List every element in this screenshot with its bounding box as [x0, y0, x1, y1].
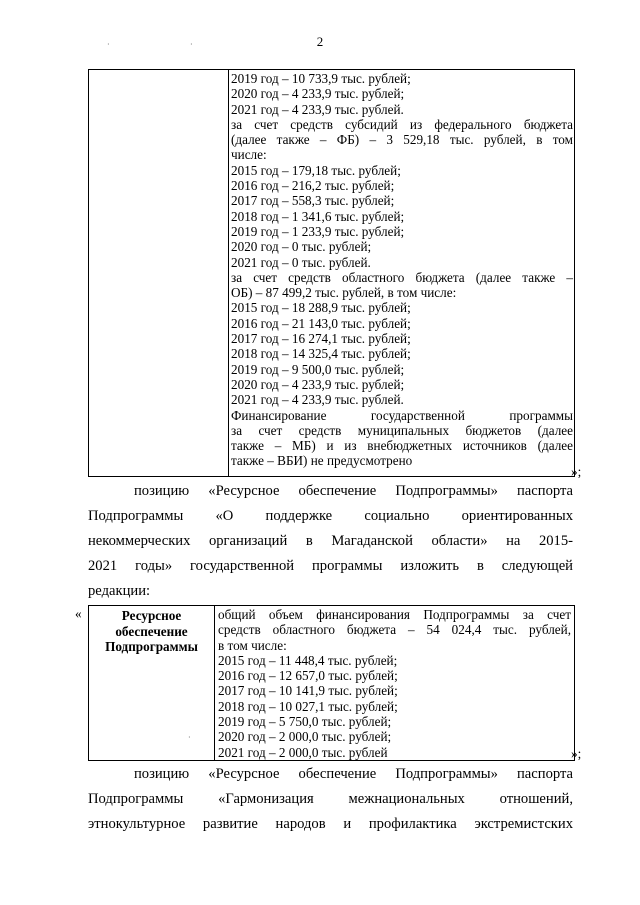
table-text-line: числе: — [231, 147, 267, 163]
table-text-line: 2021 год – 0 тыс. рублей. — [231, 254, 371, 270]
table-text-line: 2019 год – 1 233,9 тыс. рублей; — [231, 223, 405, 239]
table-text-line: Финансирование государственной программы — [231, 407, 573, 423]
table-text-line: 2018 год – 1 341,6 тыс. рублей; — [231, 208, 405, 224]
table-text-line: 2015 год – 18 288,9 тыс. рублей; — [231, 300, 411, 316]
paragraph-line: позицию «Ресурсное обеспечение Подпрограммы» паспорта — [134, 766, 573, 782]
opening-quote: « — [75, 606, 82, 621]
table-column-divider — [214, 606, 215, 760]
paragraph-line: Подпрограммы «Гармонизация межнациональных отношений, — [88, 791, 573, 807]
table-text-line: 2018 год – 10 027,1 тыс. рублей; — [218, 698, 398, 714]
table-text-line: также – ВБИ) не предусмотрено — [231, 453, 413, 469]
resource-provision-table — [88, 605, 575, 761]
label-line: Подпрограммы — [105, 639, 198, 654]
table-text-line: 2017 год – 558,3 тыс. рублей; — [231, 193, 395, 209]
table-text-line: 2021 год – 2 000,0 тыс. рублей — [218, 744, 388, 760]
table-text-line: 2021 год – 4 233,9 тыс. рублей. — [231, 101, 404, 117]
paragraph-line: позицию «Ресурсное обеспечение Подпрограммы» паспорта — [134, 483, 573, 499]
table-text-line: 2018 год – 14 325,4 тыс. рублей; — [231, 346, 411, 362]
table-text-line: 2020 год – 4 233,9 тыс. рублей; — [231, 86, 405, 102]
closing-quote: »; — [571, 464, 582, 479]
table-text-line: 2019 год – 9 500,0 тыс. рублей; — [231, 361, 405, 377]
table-text-line: 2019 год – 10 733,9 тыс. рублей; — [231, 71, 411, 86]
table-text-line: 2021 год – 4 233,9 тыс. рублей. — [231, 392, 404, 408]
label-line: обеспечение — [115, 623, 188, 639]
resource-provision-text-cell — [218, 607, 571, 760]
scan-speck: · — [107, 40, 110, 49]
table-text-line: за счет средств областного бюджета (далее также – — [231, 269, 573, 285]
paragraph-line: 2021 годы» государственной программы изложить в следующей — [88, 558, 573, 574]
table-text-line: средств областного бюджета – 54 024,4 тыс. рублей, — [218, 622, 571, 638]
resource-provision-label — [89, 608, 214, 655]
table-text-line: в том числе: — [218, 637, 287, 653]
table-text-line: ОБ) – 87 499,2 тыс. рублей, в том числе: — [231, 285, 457, 301]
table-text-line: 2017 год – 16 274,1 тыс. рублей; — [231, 331, 411, 347]
table-text-line: 2017 год – 10 141,9 тыс. рублей; — [218, 683, 398, 699]
financing-table-continued — [88, 69, 575, 477]
paragraph-line: Подпрограммы «О поддержке социально ориентированных — [88, 508, 573, 524]
table-text-line: 2020 год – 0 тыс. рублей; — [231, 239, 372, 255]
closing-quote: »; — [571, 746, 582, 761]
table-text-line: 2020 год – 4 233,9 тыс. рублей; — [231, 376, 405, 392]
paragraph-line: редакции: — [88, 583, 151, 599]
table-text-line: 2016 год – 216,2 тыс. рублей; — [231, 178, 395, 194]
financing-text-cell — [231, 71, 573, 469]
table-text-line: за счет средств муниципальных бюджетов (далее — [231, 422, 573, 438]
table-text-line: 2015 год – 179,18 тыс. рублей; — [231, 162, 401, 178]
paragraph-line: этнокультурное развитие народов и профилактика экстремистских — [88, 816, 573, 832]
scan-speck: · — [190, 40, 193, 49]
scan-speck: · — [188, 733, 191, 742]
table-text-line: также – МБ) и из внебюджетных источников (далее — [231, 438, 573, 454]
paragraph-line: некоммерческих организаций в Магаданской области» на 2015- — [88, 533, 573, 549]
table-text-line: за счет средств субсидий из федерального бюджета — [231, 116, 573, 132]
table-text-line: 2016 год – 21 143,0 тыс. рублей; — [231, 315, 411, 331]
table-text-line: 2019 год – 5 750,0 тыс. рублей; — [218, 714, 392, 730]
table-text-line: 2020 год – 2 000,0 тыс. рублей; — [218, 729, 392, 745]
page-number: 2 — [316, 34, 324, 49]
table-text-line: 2016 год – 12 657,0 тыс. рублей; — [218, 668, 398, 684]
label-line: Ресурсное — [121, 608, 182, 623]
table-text-line: общий объем финансирования Подпрограммы за счет — [218, 607, 571, 622]
table-column-divider — [228, 70, 229, 476]
table-text-line: (далее также – ФБ) – 3 529,18 тыс. рублей, в том — [231, 132, 573, 148]
table-text-line: 2015 год – 11 448,4 тыс. рублей; — [218, 652, 398, 668]
